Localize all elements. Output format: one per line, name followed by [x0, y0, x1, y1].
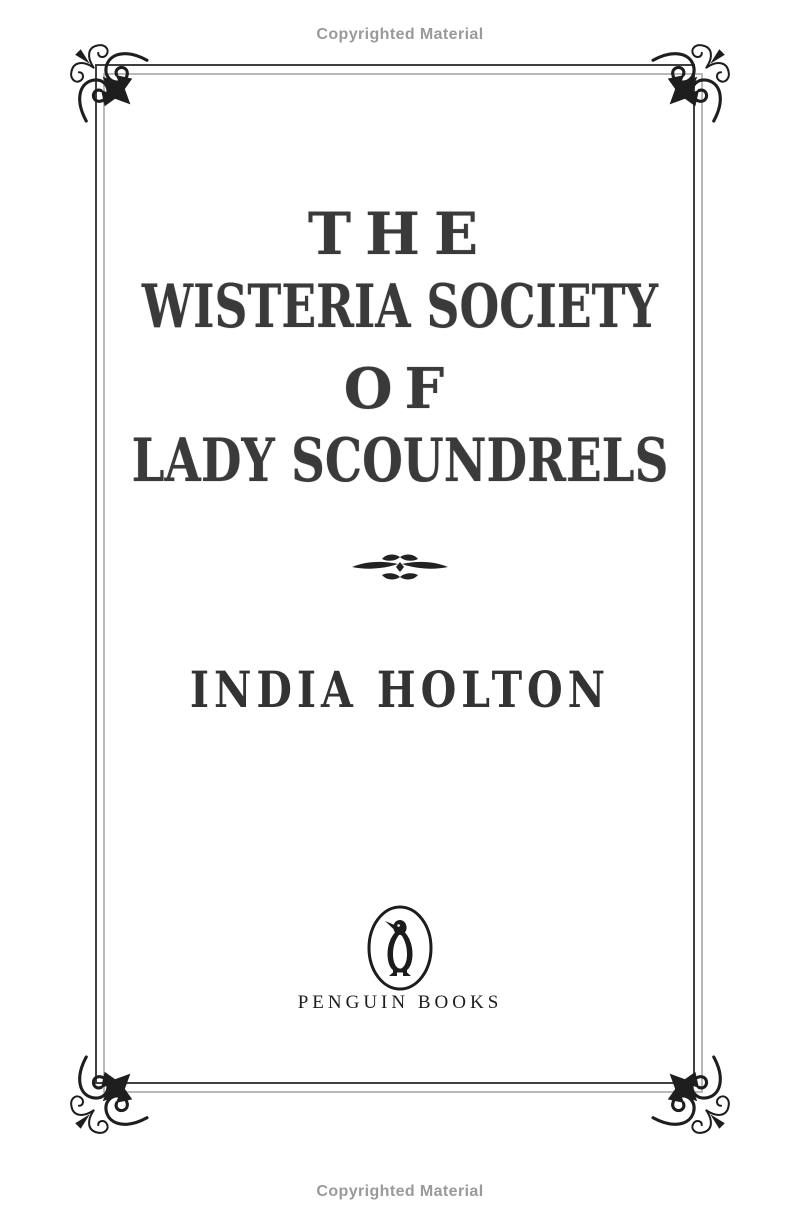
author-name: INDIA HOLTON: [189, 660, 611, 719]
book-title-line-3: OF: [343, 356, 457, 422]
publisher-name: PENGUIN BOOKS: [297, 992, 503, 1013]
leaf-divider-ornament-icon: [0, 552, 800, 582]
corner-flourish-icon: [66, 40, 158, 132]
book-title-line-4: LADY SCOUNDRELS: [131, 426, 669, 496]
copyright-notice-bottom: Copyrighted Material: [316, 1183, 484, 1200]
book-title-line-2: WISTERIA SOCIETY: [141, 272, 659, 342]
corner-flourish-icon: [642, 40, 734, 132]
copyright-notice-top: Copyrighted Material: [316, 26, 484, 43]
penguin-logo-icon: [366, 904, 434, 996]
corner-flourish-icon: [66, 1046, 158, 1138]
corner-flourish-icon: [642, 1046, 734, 1138]
book-title-line-1: THE: [307, 200, 493, 268]
